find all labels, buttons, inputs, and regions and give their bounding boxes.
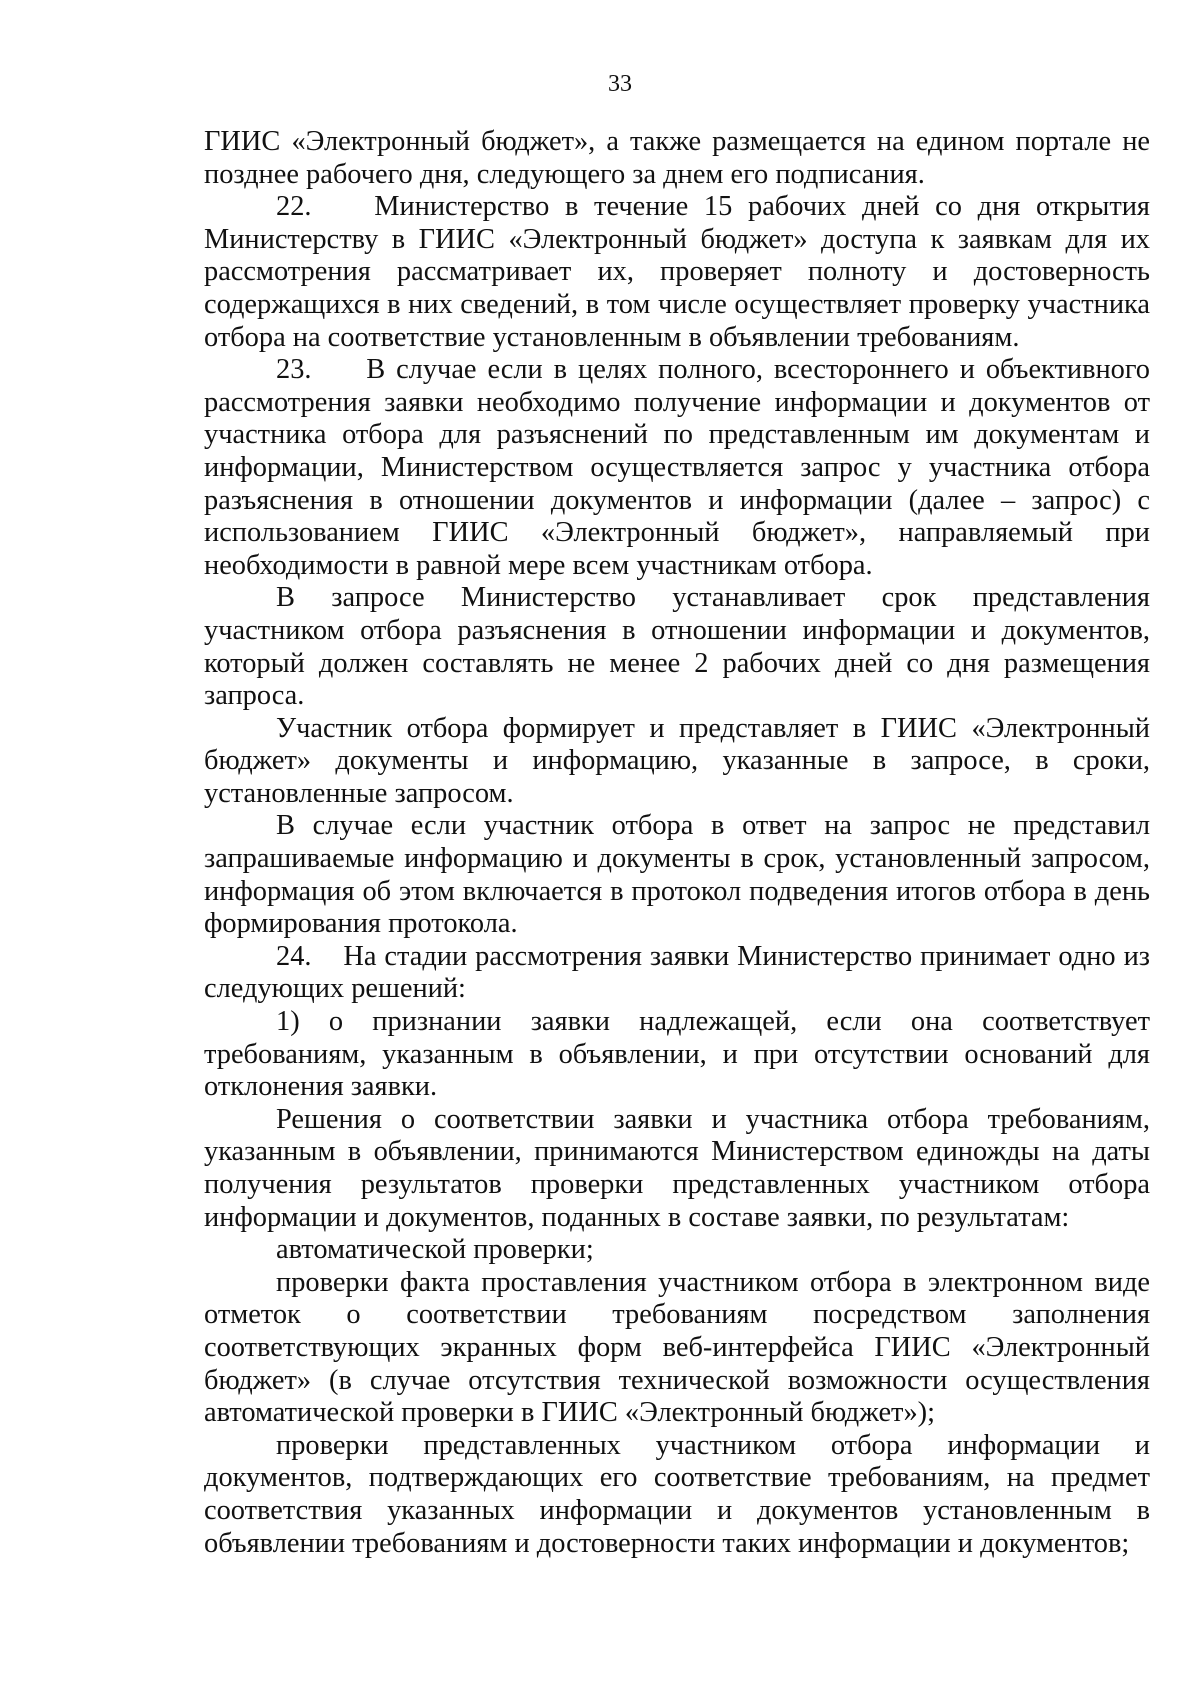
list-item-documents-check: проверки представленных участником отбора информации и документов, подтверждающих его соответствие требованиям, на предмет соответствия указанных информации и документов установленным в объявлении требованиям и достоверности таких информации и документов;	[204, 1429, 1150, 1559]
paragraph-23: 23. В случае если в целях полного, всестороннего и объективного рассмотрения заявки необходимо получение информации и документов от участника отбора для разъяснений по представленным им документам и информации, Министерством осуществляется запрос у участника отбора разъяснения в отношении документов и информации (далее – запрос) с использованием ГИИС «Электронный бюджет», направляемый при необходимости в равной мере всем участникам отбора.	[204, 354, 1150, 581]
paragraph-24: 24. На стадии рассмотрения заявки Министерство принимает одно из следующих решений:	[204, 940, 1150, 1005]
paragraph-request-deadline: В запросе Министерство устанавливает срок представления участником отбора разъяснения в отношении информации и документов, который должен составлять не менее 2 рабочих дней со дня размещения запроса.	[204, 582, 1150, 712]
list-item-1: 1) о признании заявки надлежащей, если она соответствует требованиям, указанным в объявлении, и при отсутствии оснований для отклонения заявки.	[204, 1006, 1150, 1103]
paragraph-22: 22. Министерство в течение 15 рабочих дней со дня открытия Министерству в ГИИС «Электронный бюджет» доступа к заявкам для их рассмотрения рассматривает их, проверяет полноту и достоверность содержащихся в них сведений, в том числе осуществляет проверку участника отбора на соответствие установленным в объявлении требованиям.	[204, 191, 1150, 353]
page-number: 33	[608, 71, 632, 97]
list-item-marks-check: проверки факта проставления участником отбора в электронном виде отметок о соответствии требованиям посредством заполнения соответствующих экранных форм веб-интерфейса ГИИС «Электронный бюджет» (в случае отсутствия технической возможности осуществления автоматической проверки в ГИИС «Электронный бюджет»);	[204, 1266, 1150, 1429]
paragraph-decisions: Решения о соответствии заявки и участника отбора требованиям, указанным в объявлении, принимаются Министерством единожды на даты получения результатов проверки представленных участником отбора информации и документов, поданных в составе заявки, по результатам:	[204, 1103, 1150, 1233]
paragraph-no-response: В случае если участник отбора в ответ на запрос не представил запрашиваемые информацию и документы в срок, установленный запросом, информация об этом включается в протокол подведения итогов отбора в день формирования протокола.	[204, 810, 1150, 940]
paragraph-participant-response: Участник отбора формирует и представляет в ГИИС «Электронный бюджет» документы и информацию, указанные в запросе, в сроки, установленные запросом.	[204, 712, 1150, 809]
document-body	[204, 126, 1150, 1560]
list-item-automatic-check: автоматической проверки;	[276, 1234, 594, 1266]
paragraph-continuation: ГИИС «Электронный бюджет», а также размещается на едином портале не позднее рабочего дня, следующего за днем его подписания.	[204, 126, 1150, 190]
